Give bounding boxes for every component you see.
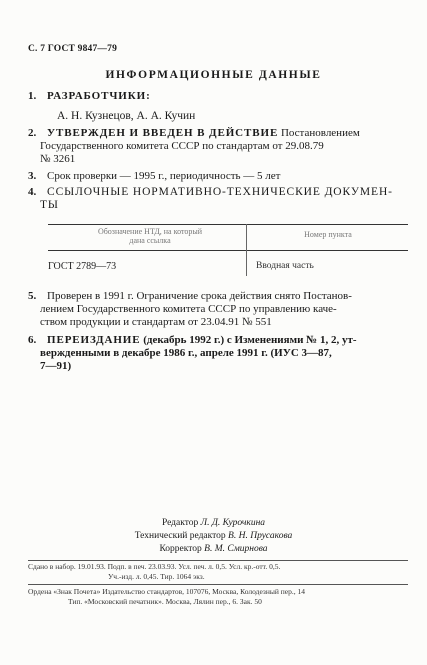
section-6-line-1: (декабрь 1992 г.) с Изменениями № 1, 2, ут- [143, 334, 357, 346]
section-1-title: РАЗРАБОТЧИКИ: [47, 90, 151, 102]
section-3 [28, 170, 280, 183]
table-column-divider [246, 224, 247, 276]
section-2-line-1: Постановлением [280, 127, 360, 139]
section-6 [28, 334, 413, 373]
section-5-line-3: ством продукции и стандартам от 23.04.91 № 551 [40, 316, 272, 328]
credit-proofreader-role: Корректор [159, 544, 202, 554]
credit-editor-role: Редактор [161, 518, 199, 528]
table-top-rule [48, 224, 408, 225]
publisher-line-1: Ордена «Знак Почета» Издательство стандартов, 107076, Москва, Колодезный пер., 14 [28, 587, 306, 596]
credit-technical-editor-name: В. Н. Прусакова [228, 531, 293, 541]
credit-technical-editor [0, 530, 427, 543]
reference-table [48, 224, 408, 276]
section-4 [28, 186, 413, 212]
imprint-line-2: Уч.-изд. л. 0,45. Тир. 1064 экз. [108, 572, 205, 581]
section-2-bold: УТВЕРЖДЕН И ВВЕДЕН В ДЕЙСТВИЕ [47, 127, 279, 139]
editorial-credits [0, 517, 427, 556]
table-cell-item-number: Вводная часть [256, 261, 314, 271]
imprint-block [28, 562, 408, 582]
credit-technical-editor-role: Технический редактор [134, 531, 226, 541]
table-header-designation-line-1: Обозначение НТД, на который [97, 227, 203, 236]
page-header: С. 7 ГОСТ 9847—79 [28, 44, 118, 54]
section-1-number: 1. [28, 90, 37, 102]
section-5 [28, 290, 413, 329]
section-6-line-3: 7—91) [40, 360, 72, 372]
section-5-number: 5. [28, 290, 37, 302]
imprint-top-rule [28, 560, 408, 561]
section-2 [28, 127, 413, 166]
section-2-line-3: № 3261 [40, 153, 76, 165]
authors-list: А. Н. Кузнецов, А. А. Кучин [57, 110, 196, 122]
section-4-line-2: ТЫ [40, 199, 59, 211]
credit-editor [0, 517, 427, 530]
credit-proofreader-name: В. М. Смирнова [204, 544, 268, 554]
section-5-line-2: лением Государственного комитета СССР по управлению каче- [40, 303, 337, 315]
section-1-heading [28, 90, 151, 103]
imprint-line-1: Сдано в набор. 19.01.93. Подп. в печ. 23.03.93. Усл. печ. л. 0,5. Усл. кр.-отт. 0,5. [28, 562, 281, 571]
section-5-line-1: Проверен в 1991 г. Ограничение срока действия снято Постанов- [47, 290, 352, 302]
table-header-designation-line-2: дана ссылка [129, 236, 171, 245]
publisher-line-2: Тип. «Московский печатник». Москва, Лялин пер., 6. Зак. 50 [68, 597, 262, 606]
imprint-middle-rule [28, 584, 408, 585]
section-4-line-1: ССЫЛОЧНЫЕ НОРМАТИВНО-ТЕХНИЧЕСКИЕ ДОКУМЕН- [47, 186, 393, 198]
section-4-number: 4. [28, 186, 37, 198]
section-2-number: 2. [28, 127, 37, 139]
section-3-text: Срок проверки — 1995 г., периодичность — 5 лет [47, 170, 281, 182]
section-6-number: 6. [28, 334, 37, 346]
section-3-number: 3. [28, 170, 37, 182]
table-header-item-number: Номер пункта [304, 230, 352, 239]
credit-editor-name: Л. Д. Курочкина [200, 518, 266, 528]
credit-proofreader [0, 543, 427, 556]
table-cell-designation: ГОСТ 2789—73 [48, 261, 117, 272]
publisher-block [28, 587, 408, 607]
section-2-line-2: Государственного комитета СССР по стандартам от 29.08.79 [40, 140, 324, 152]
table-header-rule [48, 250, 408, 251]
section-6-line-2: вержденными в декабре 1986 г., апреле 1991 г. (ИУС 3—87, [40, 347, 332, 359]
table-header-designation [60, 227, 240, 245]
document-title: ИНФОРМАЦИОННЫЕ ДАННЫЕ [105, 69, 322, 81]
section-6-bold: ПЕРЕИЗДАНИЕ [47, 334, 141, 346]
